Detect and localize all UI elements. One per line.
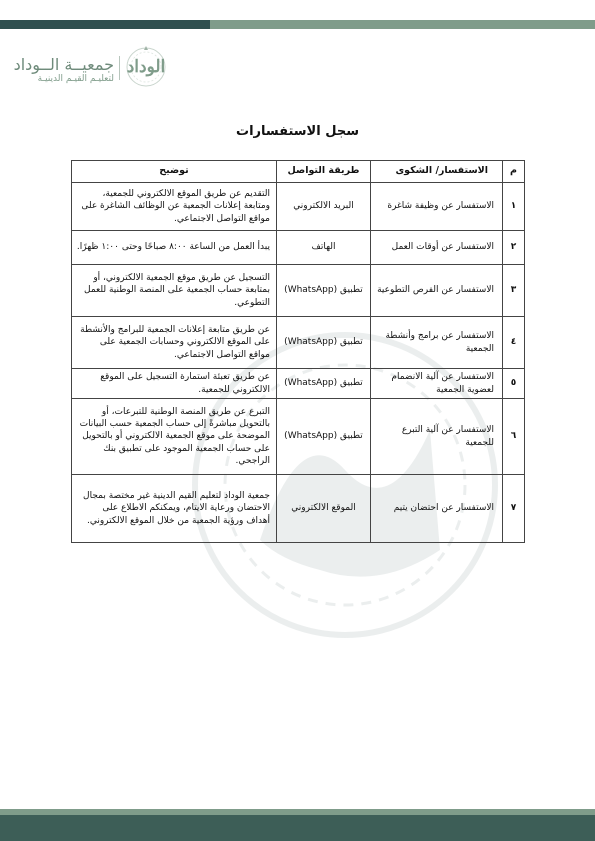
table-row — [72, 399, 525, 475]
footer-accent-bar-dark — [0, 815, 595, 841]
row-description: جمعية الوداد لتعليم القيم الدينية غير مختصة بمجال الاحتضان ورعاية الايتام، ويمكنكم الاطلاع على أهداف ورؤية الجمعية من خلال الموقع الالكتروني. — [72, 475, 277, 543]
row-method: تطبيق (WhatsApp) — [277, 317, 371, 369]
row-method: الهاتف — [277, 231, 371, 265]
row-topic: الاستفسار عن الفرص التطوعية — [371, 265, 503, 317]
column-header-number: م — [503, 161, 525, 183]
row-description: التقديم عن طريق الموقع الالكتروني للجمعية، ومتابعة إعلانات الجمعية عن الوظائف الشاغرة على مواقع التواصل الاجتماعي. — [72, 183, 277, 231]
row-topic: الاستفسار عن احتضان يتيم — [371, 475, 503, 543]
column-header-method: طريقة التواصل — [277, 161, 371, 183]
row-description: التسجيل عن طريق موقع الجمعية الالكتروني، أو بمتابعة حساب الجمعية على المنصة الوطنية للعمل التطوعي. — [72, 265, 277, 317]
header-accent-bar-light — [210, 20, 595, 29]
row-method: تطبيق (WhatsApp) — [277, 399, 371, 475]
column-header-topic: الاستفسار/ الشكوى — [371, 161, 503, 183]
logo-name: جمعيــة الــوداد — [13, 55, 114, 74]
row-topic: الاستفسار عن آلية التبرع للجمعية — [371, 399, 503, 475]
row-topic: الاستفسار عن أوقات العمل — [371, 231, 503, 265]
row-number: ١ — [503, 183, 525, 231]
row-number: ٧ — [503, 475, 525, 543]
row-number: ٢ — [503, 231, 525, 265]
table-row — [72, 475, 525, 543]
row-topic: الاستفسار عن آلية الانضمام لعضوية الجمعية — [371, 369, 503, 399]
table-row — [72, 231, 525, 265]
table-row — [72, 265, 525, 317]
row-method: تطبيق (WhatsApp) — [277, 369, 371, 399]
row-description: التبرع عن طريق المنصة الوطنية للتبرعات، أو بالتحويل مباشرةً إلى حساب الجمعية حسب البيانات الموضحة على موقع الجمعية الالكتروني أو بالتحويل على حساب الجمعية الموجود على تطبيق بنك الراجحي. — [72, 399, 277, 475]
row-topic: الاستفسار عن برامج وأنشطة الجمعية — [371, 317, 503, 369]
row-method: تطبيق (WhatsApp) — [277, 265, 371, 317]
row-description: عن طريق متابعة إعلانات الجمعية للبرامج والأنشطة على الموقع الالكتروني وحسابات الجمعية على مواقع التواصل الاجتماعي. — [72, 317, 277, 369]
row-description: يبدأ العمل من الساعة ٨:٠٠ صباحًا وحتى ١:٠٠ ظهرًا. — [72, 231, 277, 265]
association-logo — [13, 44, 168, 92]
logo-emblem-icon — [124, 44, 168, 90]
page-title: سجل الاستفسارات — [236, 124, 359, 139]
table-row — [72, 183, 525, 231]
table-row — [72, 317, 525, 369]
row-method: الموقع الالكتروني — [277, 475, 371, 543]
row-topic: الاستفسار عن وظيفة شاغرة — [371, 183, 503, 231]
row-number: ٣ — [503, 265, 525, 317]
column-header-description: توضيح — [72, 161, 277, 183]
table-header-row — [72, 161, 525, 183]
inquiries-log-table — [71, 160, 525, 543]
table-row — [72, 369, 525, 399]
logo-emblem-text: الوداد — [126, 57, 166, 77]
row-number: ٥ — [503, 369, 525, 399]
logo-divider — [119, 56, 120, 80]
logo-subtitle: لتعليـم القيـم الدينيـة — [37, 74, 114, 84]
row-description: عن طريق تعبئة استمارة التسجيل على الموقع الالكتروني للجمعية. — [72, 369, 277, 399]
row-number: ٤ — [503, 317, 525, 369]
row-method: البريد الالكتروني — [277, 183, 371, 231]
header-accent-bar-dark — [0, 20, 210, 29]
row-number: ٦ — [503, 399, 525, 475]
